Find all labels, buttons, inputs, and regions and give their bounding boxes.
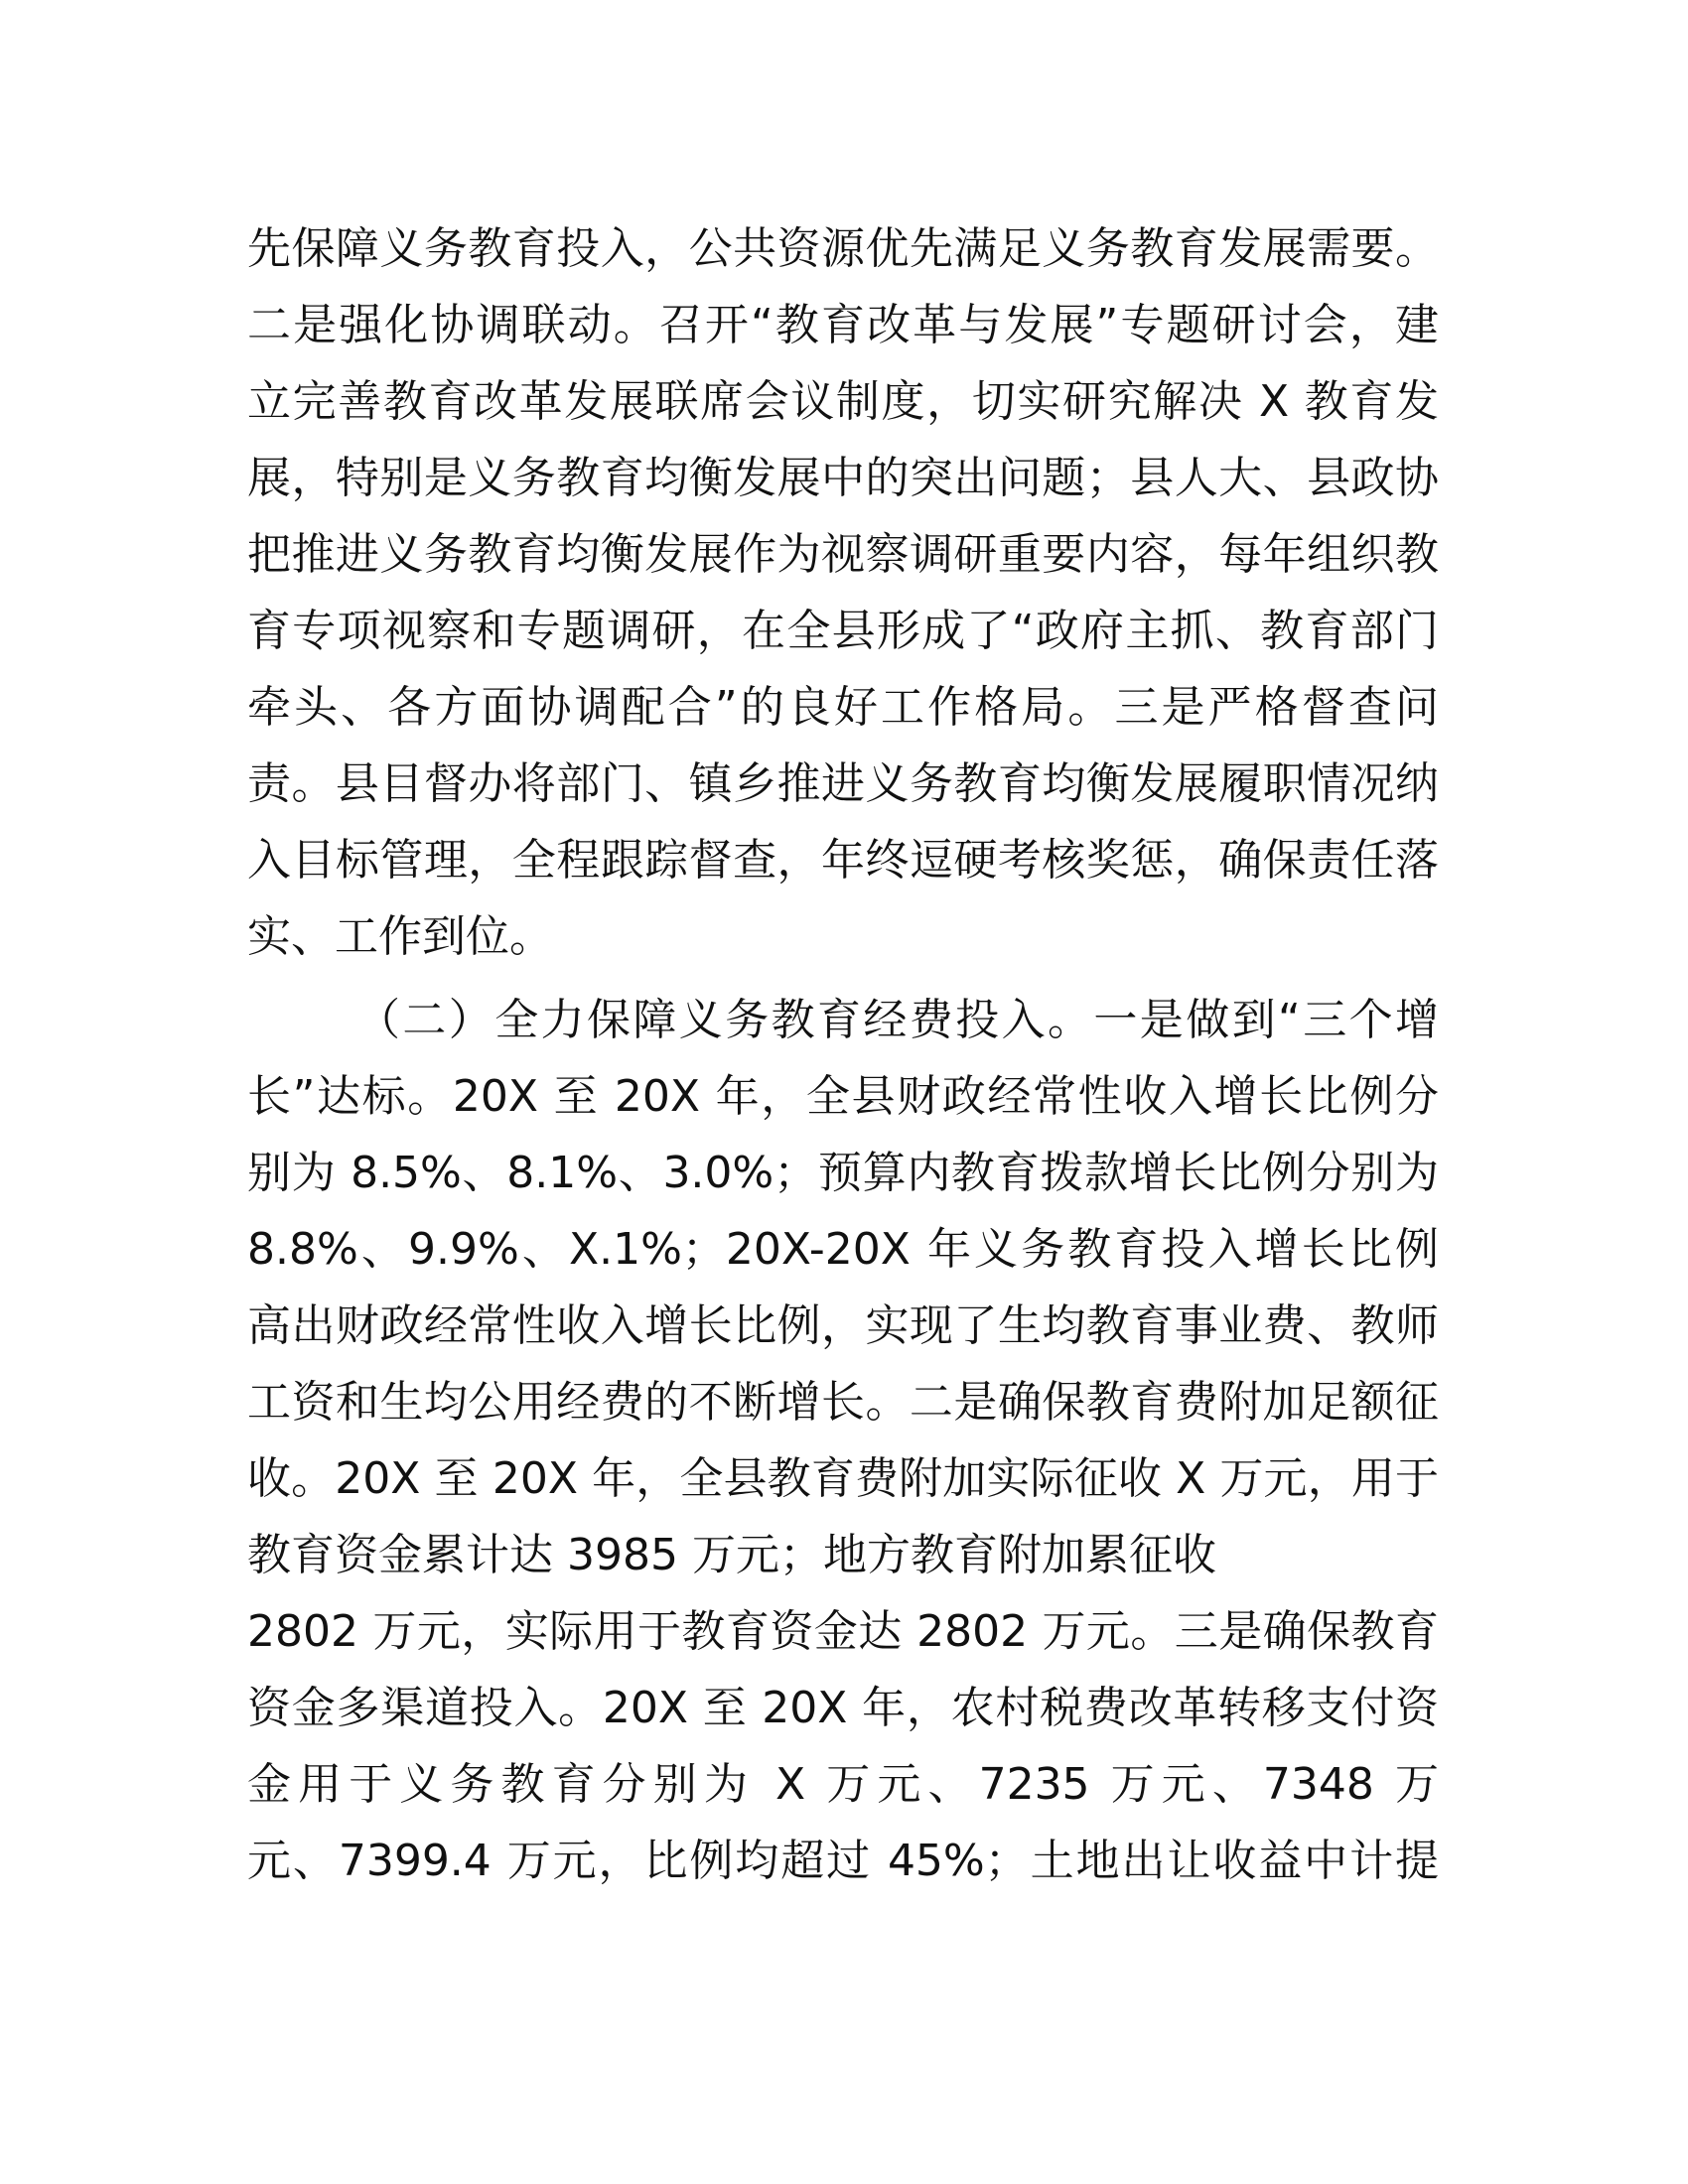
text-line: 资金多渠道投入。20X 至 20X 年，农村税费改革转移支付资: [247, 1683, 1439, 1733]
text-line: 教育资金累计达 3985 万元；地方教育附加累征收: [247, 1530, 1216, 1580]
text-line: 实、工作到位。: [247, 911, 553, 962]
text-line: 2802 万元，实际用于教育资金达 2802 万元。三是确保教育: [247, 1606, 1439, 1657]
text-line: 工资和生均公用经费的不断增长。二是确保教育费附加足额征: [247, 1377, 1439, 1428]
text-line: 二是强化协调联动。召开“教育改革与发展”专题研讨会，建: [247, 300, 1439, 350]
text-line: 育专项视察和专题调研，在全县形成了“政府主抓、教育部门: [247, 606, 1439, 656]
text-line: 牵头、各方面协调配合”的良好工作格局。三是严格督查问: [247, 682, 1439, 733]
text-line: 别为 8.5%、8.1%、3.0%；预算内教育拨款增长比例分别为: [247, 1148, 1439, 1198]
body-text: [247, 210, 1439, 1899]
paragraph-2: [247, 982, 1439, 1899]
text-line: 立完善教育改革发展联席会议制度，切实研究解决 X 教育发: [247, 376, 1439, 427]
text-line: 入目标管理，全程跟踪督查，年终逗硬考核奖惩，确保责任落: [247, 835, 1439, 886]
text-line: 收。20X 至 20X 年，全县教育费附加实际征收 X 万元，用于: [247, 1453, 1439, 1504]
text-line: 先保障义务教育投入，公共资源优先满足义务教育发展需要。: [247, 223, 1439, 274]
text-line: 展，特别是义务教育均衡发展中的突出问题；县人大、县政协: [247, 453, 1439, 503]
text-line: 高出财政经常性收入增长比例，实现了生均教育事业费、教师: [247, 1300, 1439, 1351]
text-line: （二）全力保障义务教育经费投入。一是做到“三个增: [356, 995, 1439, 1045]
paragraph-spacer: [247, 975, 1439, 982]
text-line: 责。县目督办将部门、镇乡推进义务教育均衡发展履职情况纳: [247, 758, 1439, 809]
text-line: 8.8%、9.9%、X.1%；20X-20X 年义务教育投入增长比例: [247, 1224, 1439, 1275]
text-line: 元、7399.4 万元，比例均超过 45%；土地出让收益中计提: [247, 1836, 1439, 1886]
text-line: 长”达标。20X 至 20X 年，全县财政经常性收入增长比例分: [247, 1071, 1439, 1122]
paragraph-1: [247, 210, 1439, 975]
text-line: 把推进义务教育均衡发展作为视察调研重要内容，每年组织教: [247, 529, 1439, 580]
text-line: 金用于义务教育分别为 X 万元、7235 万元、7348 万: [247, 1759, 1439, 1810]
